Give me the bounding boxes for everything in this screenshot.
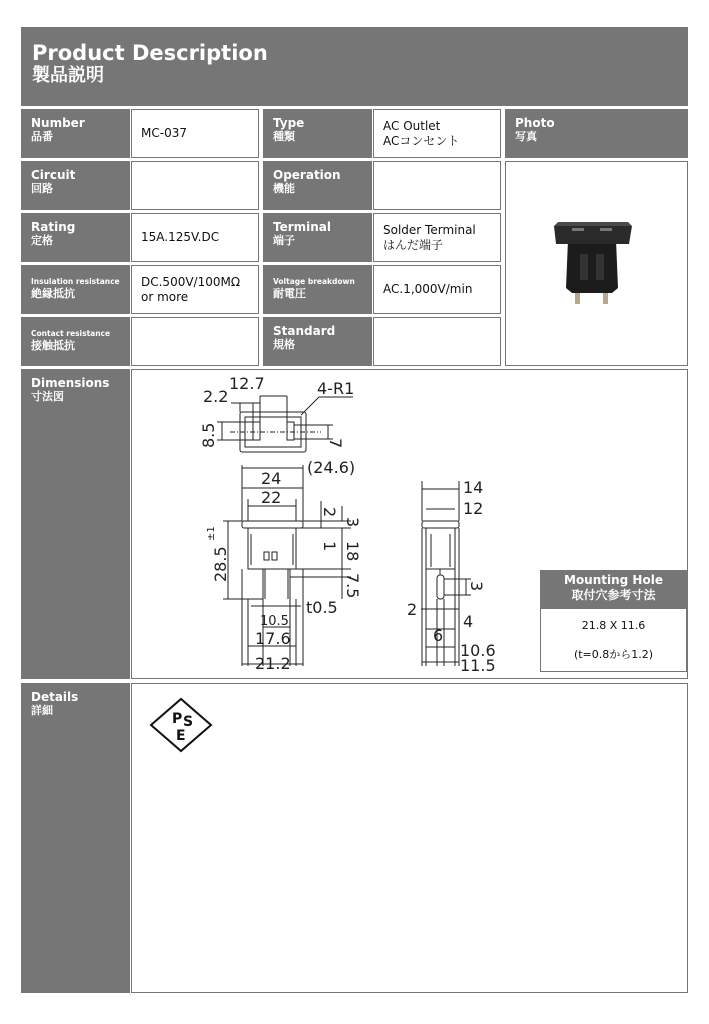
dim-6: 6: [433, 626, 444, 645]
title-jp: 製品説明: [32, 65, 104, 86]
dim-12-7: 12.7: [229, 374, 265, 393]
standard-label-jp: 規格: [273, 338, 295, 351]
standard-label-en: Standard: [273, 324, 336, 338]
dim-10-5: 10.5: [260, 614, 289, 629]
dim-18: 18: [343, 541, 362, 562]
front-body: [248, 528, 296, 569]
dim-21-2: 21.2: [255, 654, 291, 673]
number-value-text: MC-037: [141, 126, 187, 140]
dim-24: 24: [261, 469, 282, 488]
rating-label: [21, 213, 130, 262]
photo-label: [505, 109, 688, 158]
details-label-jp: 詳細: [31, 704, 53, 717]
insulation-value-line1: DC.500V/100MΩ: [141, 274, 241, 289]
terminal-label-en: Terminal: [273, 220, 332, 234]
terminal-label: [263, 213, 372, 262]
standard-label: [263, 317, 372, 366]
dimensions-label-jp: 寸法図: [31, 390, 64, 403]
dim-2: 2: [320, 507, 339, 518]
dim-2-2: 2.2: [203, 387, 229, 406]
contact-label-en: Contact resistance: [31, 329, 111, 338]
operation-label-jp: 機能: [273, 182, 295, 195]
outlet-rib-right: [596, 254, 604, 280]
number-label: [21, 109, 130, 158]
type-value-line2: ACコンセント: [383, 133, 460, 148]
voltage-value-text: AC.1,000V/min: [383, 282, 473, 296]
number-label-jp: 品番: [31, 130, 53, 143]
mounting-hole-title-en: Mounting Hole: [564, 573, 663, 587]
voltage-label-jp: 耐電圧: [273, 287, 306, 300]
circuit-label-jp: 回路: [31, 182, 53, 195]
top-view-slot-right: [287, 422, 294, 440]
dim-24-6: (24.6): [307, 458, 356, 477]
type-label: [263, 109, 372, 158]
contact-value: [131, 317, 259, 366]
mounting-hole-header: [540, 570, 687, 608]
circuit-label: [21, 161, 130, 210]
insulation-value: [131, 265, 259, 314]
dim-2b: 2: [407, 600, 418, 619]
dimensions-drawing-area: [131, 369, 688, 679]
outlet-rib-left: [580, 254, 588, 280]
dimensions-label-en: Dimensions: [31, 376, 110, 390]
mounting-hole-title-jp: 取付穴参考寸法: [571, 588, 656, 602]
photo-box: [505, 161, 688, 366]
pse-letter-e: E: [176, 728, 186, 744]
terminal-value-line2: はんだ端子: [383, 237, 444, 252]
number-label-en: Number: [31, 116, 85, 130]
number-value: [131, 109, 259, 158]
pse-mark-icon: [147, 696, 227, 756]
type-label-jp: 種類: [273, 130, 295, 143]
r1-leader: [301, 397, 319, 415]
front-flange: [242, 521, 303, 528]
pse-letter-p: P: [172, 711, 183, 727]
rating-label-jp: 定格: [31, 234, 53, 247]
outlet-slot-left: [572, 228, 584, 231]
dim-tolerance: ±1: [206, 526, 217, 541]
insulation-label-en: Insulation resistance: [31, 277, 120, 286]
contact-label: [21, 317, 130, 366]
dim-7: 7: [326, 438, 345, 449]
circuit-value: [131, 161, 259, 210]
operation-label-en: Operation: [273, 168, 341, 182]
dim-14: 14: [463, 478, 484, 497]
terminal-value-line1: Solder Terminal: [383, 222, 476, 237]
side-body: [426, 528, 455, 569]
insulation-label-jp: 絶縁抵抗: [31, 287, 75, 300]
side-pin: [437, 575, 444, 599]
dim-7-5: 7.5: [343, 573, 362, 599]
page-title: [21, 27, 688, 106]
type-value: [373, 109, 501, 158]
dim-1: 1: [320, 541, 339, 552]
dim-8-5: 8.5: [199, 422, 218, 448]
outlet-flange: [554, 226, 632, 244]
pse-letter-s: S: [183, 714, 194, 730]
outlet-slot-right: [600, 228, 612, 231]
title-en: Product Description: [32, 41, 268, 65]
terminal-label-jp: 端子: [273, 234, 295, 247]
front-window-left: [264, 552, 269, 560]
rating-value: [131, 213, 259, 262]
side-flange: [422, 521, 459, 528]
dim-10-6: 10.6: [460, 641, 496, 660]
standard-value: [373, 317, 501, 366]
voltage-value: [373, 265, 501, 314]
front-window-right: [272, 552, 277, 560]
type-value-line1: AC Outlet: [383, 118, 441, 133]
mounting-hole-box: [540, 608, 687, 672]
dim-3b: 3: [467, 581, 486, 592]
top-view-slot-left: [253, 422, 260, 440]
terminal-value: [373, 213, 501, 262]
photo-label-en: Photo: [515, 116, 555, 130]
outlet-photo: [506, 162, 687, 365]
dim-3: 3: [343, 517, 362, 528]
dim-11-5: 11.5: [460, 656, 496, 675]
mounting-hole-value: 21.8 X 11.6: [581, 619, 646, 632]
circuit-label-en: Circuit: [31, 168, 76, 182]
dim-4: 4: [463, 612, 474, 631]
insulation-label: [21, 265, 130, 314]
rating-value-text: 15A.125V.DC: [141, 230, 220, 244]
dim-t0-5: t0.5: [306, 598, 338, 617]
dim-r1: 4-R1: [317, 379, 355, 398]
dim-22: 22: [261, 488, 282, 507]
type-label-en: Type: [273, 116, 305, 130]
outlet-body: [566, 240, 618, 293]
details-label: [21, 683, 130, 993]
insulation-value-line2: or more: [141, 289, 189, 304]
outlet-flange-top: [554, 222, 632, 226]
operation-label: [263, 161, 372, 210]
dim-28-5: 28.5: [211, 546, 230, 582]
rating-label-en: Rating: [31, 220, 76, 234]
photo-label-jp: 写真: [515, 130, 537, 143]
dimensions-label: [21, 369, 130, 679]
contact-label-jp: 接触抵抗: [31, 339, 75, 352]
details-label-en: Details: [31, 690, 79, 704]
dim-12: 12: [463, 499, 484, 518]
operation-value: [373, 161, 501, 210]
details-area: [131, 683, 688, 993]
voltage-label-en: Voltage breakdown: [273, 277, 355, 286]
mounting-hole-note: (t=0.8から1.2): [573, 648, 654, 661]
voltage-label: [263, 265, 372, 314]
dim-17-6: 17.6: [255, 629, 291, 648]
